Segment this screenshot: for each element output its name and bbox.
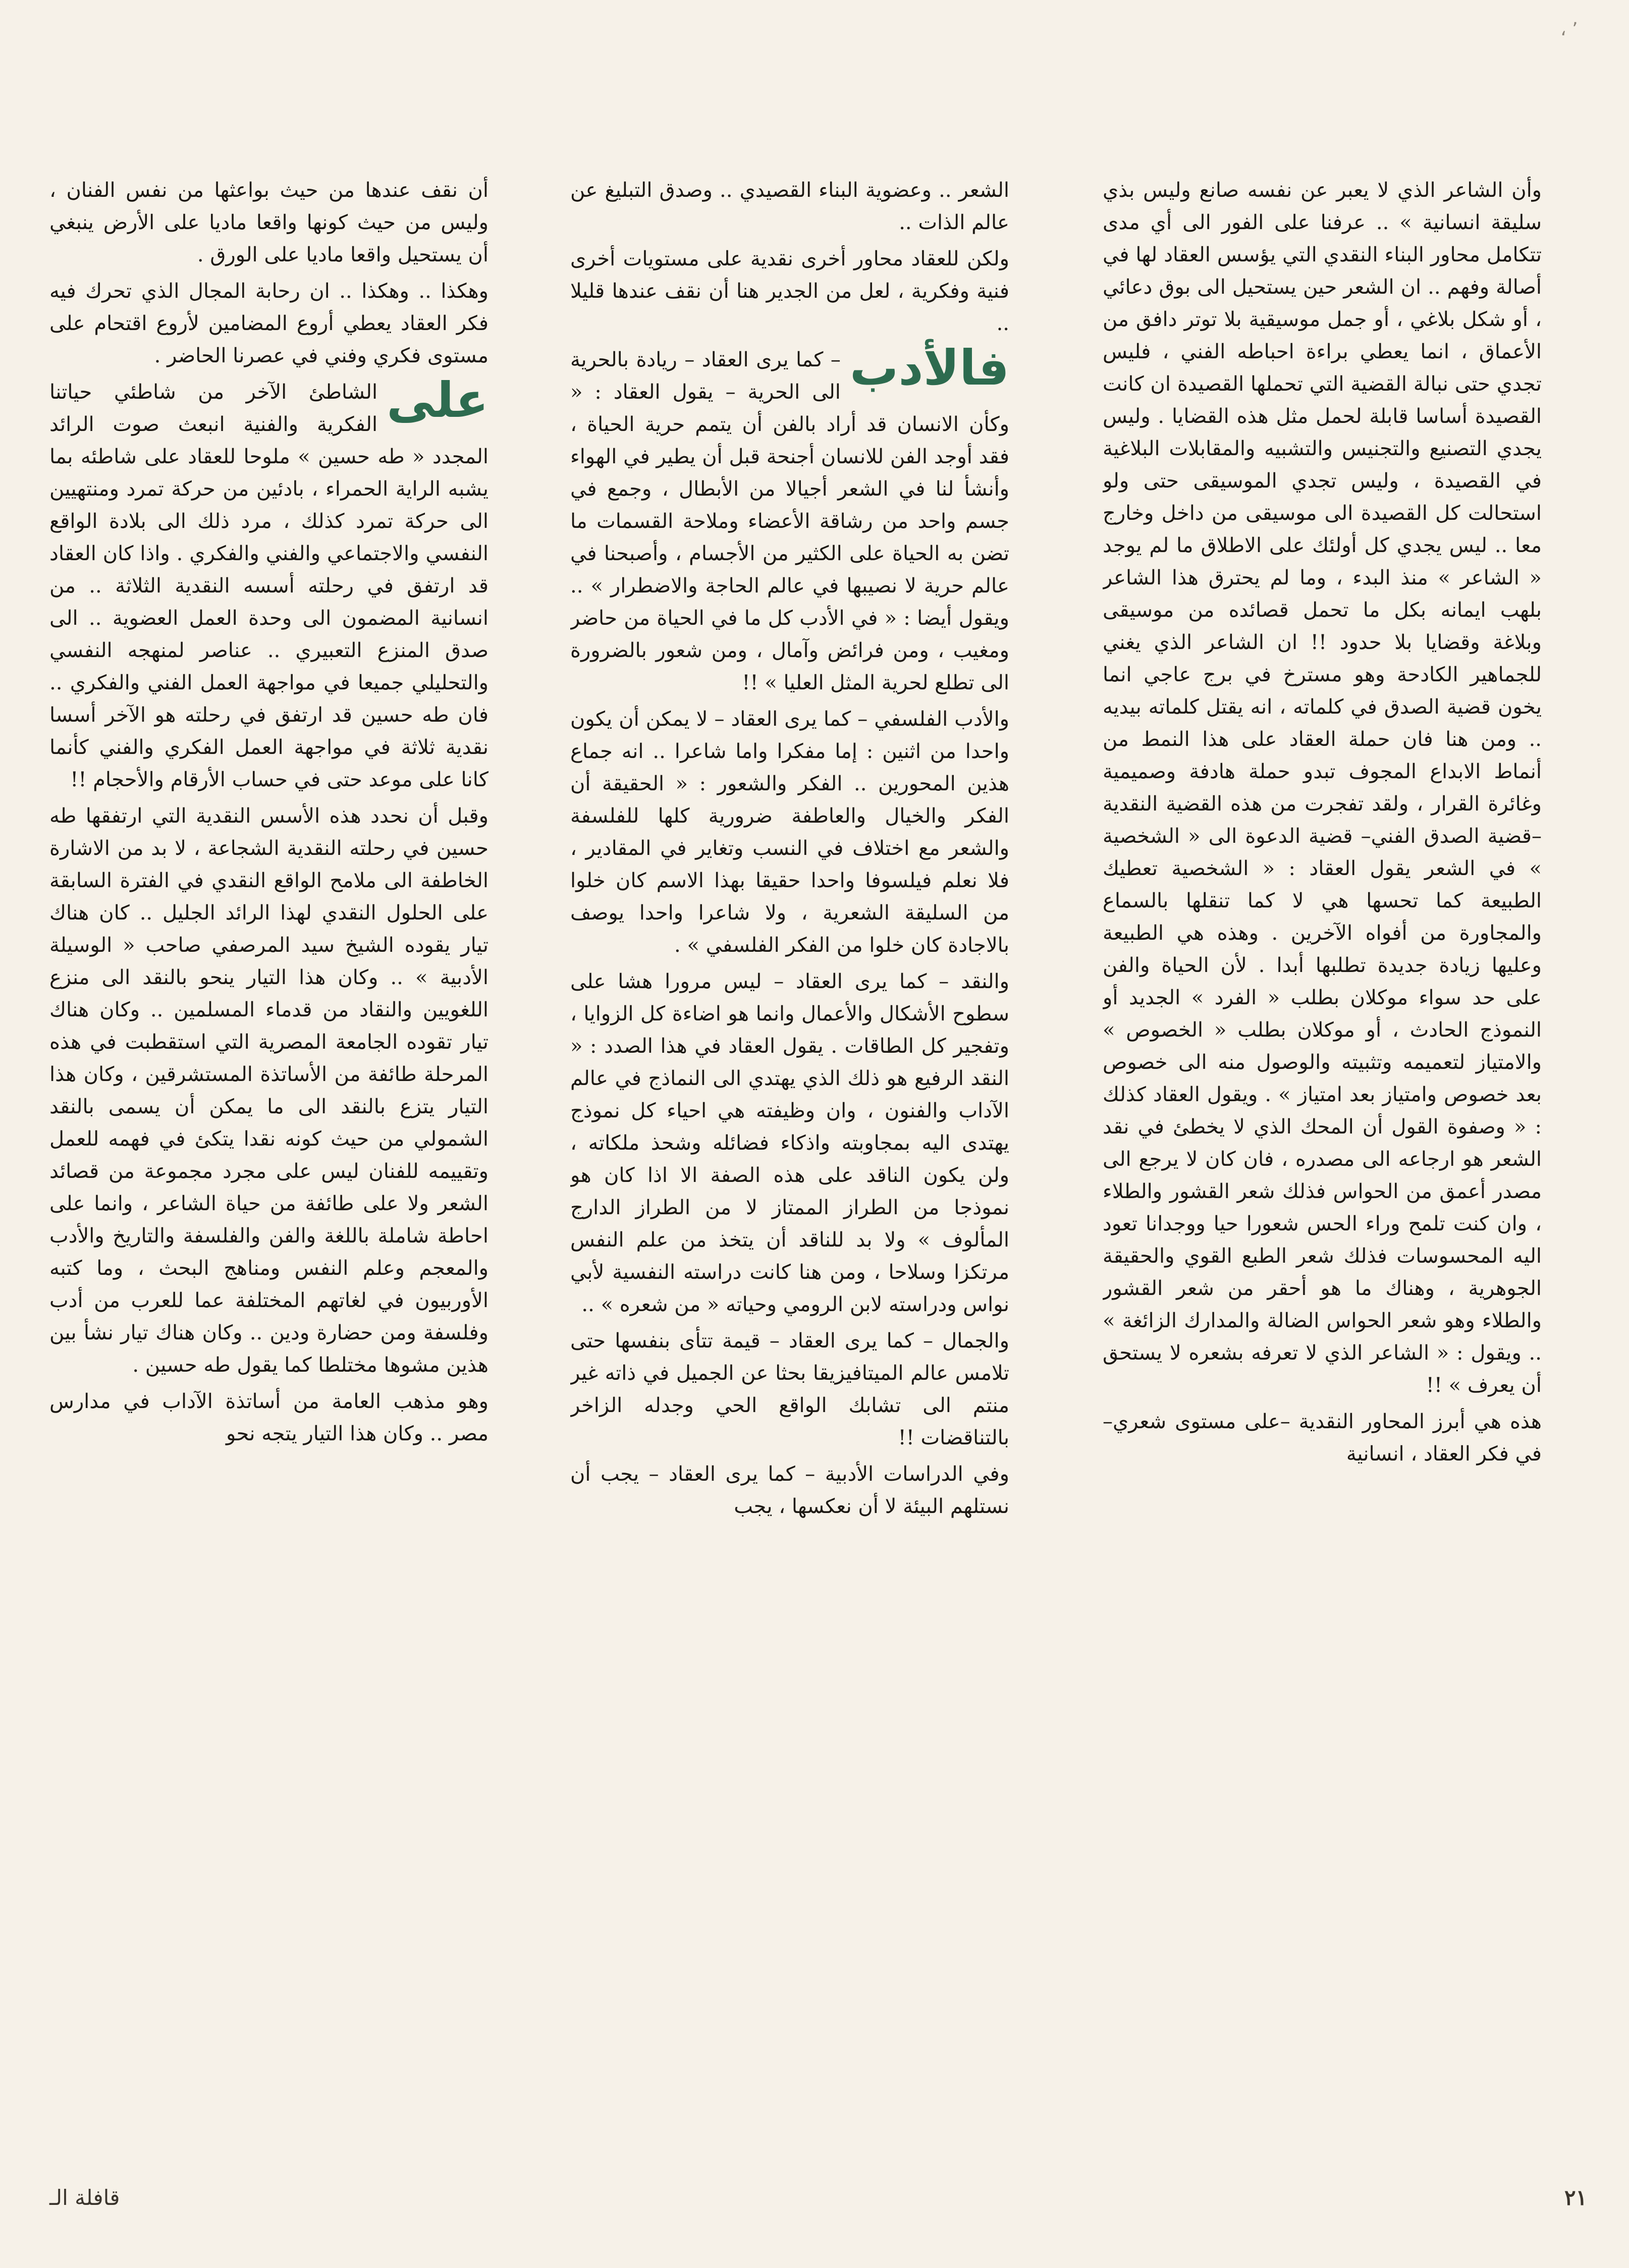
paragraph: أن نقف عندها من حيث بواعثها من نفس الفنان ، وليس من حيث كونها واقعا ماديا على الأرض ينبغي أن يستحيل واقعا ماديا على الورق .	[49, 179, 488, 266]
ornament-on-word: على	[387, 372, 488, 428]
paragraph: وهو مذهب العامة من أساتذة الآداب في مدارس مصر .. وكان هذا التيار يتجه نحو	[49, 1390, 488, 1445]
corner-mark: ٬ ،	[1560, 19, 1578, 40]
paragraph-text: الشاطئ الآخر من شاطئي حياتنا الفكرية والفنية انبعث صوت الرائد المجدد « طه حسين » ملوحا للعقاد على شاطئه بما يشبه الراية الحمراء ، بادئين من حركة تمرد ومنتهيين الى حركة تمرد كذلك ، مرد ذلك الى بلادة الواقع النفسي والاجتماعي والفني والفكري . واذا كان العقاد قد ارتفق في رحلته أسسه النقدية الثلاثة .. من انسانية المضمون الى وحدة العمل العضوية .. الى صدق المنزع التعبيري .. عناصر لمنهجه النفسي والتحليلي جميعا في مواجهة العمل الفني والفكري .. فان طه حسين قد ارتفق في رحلته هو الآخر أسسا نقدية ثلاثة في مواجهة العمل الفكري والفني كأنما كانا على موعد حتى في حساب الأرقام والأحجام !!	[49, 381, 488, 791]
paragraph-with-ornament	[49, 372, 488, 796]
page-number: ٢١	[1564, 2185, 1588, 2210]
paragraph: والنقد – كما يرى العقاد – ليس مرورا هشا على سطوح الأشكال والأعمال وانما هو اضاءة كل الزوايا ، وتفجير كل الطاقات . يقول العقاد في هذا الصدد : « النقد الرفيع هو ذلك الذي يهتدي الى النماذج في عالم الآداب والفنون ، وان وظيفته هي احياء كل نموذج يهتدى اليه بمجاوبته واذكاء فضائله وشحذ ملكاته ، ولن يكون الناقد على هذه الصفة الا اذا كان هو نموذجا من الطراز الممتاز لا من الطراز الدارج المألوف » ولا بد للناقد أن يتخذ من علم النفس مرتكزا وسلاحا ، ومن هنا كانت دراسته النفسية لأبي نواس ودراسته لابن الرومي وحياته « من شعره » ..	[570, 970, 1009, 1316]
paragraph: هذه هي أبرز المحاور النقدية –على مستوى شعري– في فكر العقاد ، انسانية	[1103, 1410, 1542, 1466]
paragraph: وفي الدراسات الأدبية – كما يرى العقاد – يجب أن نستلهم البيئة لا أن نعكسها ، يجب	[570, 1463, 1009, 1518]
paragraph-text: – كما يرى العقاد – ريادة بالحرية الى الحرية – يقول العقاد : « وكأن الانسان قد أراد بالفن أن يتمم حرية الحياة ، فقد أوجد الفن للانسان أجنحة قبل أن يطير في الهواء وأنشأ لنا في الشعر أجيالا من الأبطال ، وجمع في جسم واحد من رشاقة الأعضاء وملاحة القسمات ما تضن به الحياة على الكثير من الأجسام ، وأصبحنا في عالم حرية لا نصيبها في عالم الحاجة والاضطرار » .. ويقول أيضا : « في الأدب كل ما في الحياة من حاضر ومغيب ، ومن فرائض وآمال ، ومن شعور بالضرورة الى تطلع لحرية المثل العليا » !!	[570, 348, 1009, 694]
paragraph: وهكذا .. وهكذا .. ان رحابة المجال الذي تحرك فيه فكر العقاد يعطي أروع المضامين لأروع اقتحام على مستوى فكري وفني في عصرنا الحاضر .	[49, 280, 488, 367]
paragraph: والأدب الفلسفي – كما يرى العقاد – لا يمكن أن يكون واحدا من اثنين : إما مفكرا واما شاعرا .. انه جماع هذين المحورين .. الفكر والشعور : « الحقيقة أن الفكر والخيال والعاطفة ضرورية كلها للفلسفة والشعر مع اختلاف في النسب وتغاير في المقادير ، فلا نعلم فيلسوفا واحدا حقيقا بهذا الاسم كان خلوا من السليقة الشعرية ، ولا شاعرا واحدا يوصف بالاجادة كان خلوا من الفكر الفلسفي » .	[570, 708, 1009, 957]
paragraph: وأن الشاعر الذي لا يعبر عن نفسه صانع وليس بذي سليقة انسانية » .. عرفنا على الفور الى أي مدى تتكامل محاور البناء النقدي التي يؤسس العقاد لها في أصالة وفهم .. ان الشعر حين يستحيل الى بوق دعائي ، أو شكل بلاغي ، أو جمل موسيقية بلا توتر دافق من الأعماق ، انما يعطي براءة احباطه الفني ، فليس تجدي حتى نبالة القضية التي تحملها القصيدة ان كانت القصيدة أساسا قابلة لحمل مثل هذه القضايا . وليس يجدي التصنيع والتجنيس والتشبيه والمقابلات البلاغية في القصيدة ، وليس تجدي الموسيقى حتى ولو استحالت كل القصيدة الى موسيقى من داخل وخارج معا .. ليس يجدي كل أولئك على الاطلاق ما لم يوجد « الشاعر » منذ البدء ، وما لم يحترق هذا الشاعر بلهب ايمانه بكل ما تحمل قصائده من موسيقى وبلاغة وقضايا بلا حدود !! ان الشاعر الذي يغني للجماهير الكادحة وهو مسترخ في برج عاجي انما يخون قضية الصدق في كلماته ، انه يقتل كلماته بيديه .. ومن هنا فان حملة العقاد على هذا النمط من أنماط الابداع المجوف تبدو حملة هادفة وصميمية وغائرة القرار ، ولقد تفجرت من هذه القضية النقدية –قضية الصدق الفني– قضية الدعوة الى « الشخصية » في الشعر يقول العقاد : « الشخصية تعطيك الطبيعة كما تحسها هي لا كما تنقلها بالسماع والمجاورة من أفواه الآخرين . وهذه هي الطبيعة وعليها زيادة جديدة تطلبها أبدا . لأن الحياة والفن على حد سواء موكلان بطلب « الفرد » الجديد أو النموذج الحادث ، أو موكلان بطلب « الخصوص » والامتياز لتعميمه وتثبيته والوصول منه الى خصوص بعد خصوص وامتياز بعد امتياز » . ويقول العقاد كذلك : « وصفوة القول أن المحك الذي لا يخطئ في نقد الشعر هو ارجاعه الى مصدره ، فان كان لا يرجع الى مصدر أعمق من الحواس فذلك شعر القشور والطلاء ، وان كنت تلمح وراء الحس شعورا حيا ووجدانا تعود اليه المحسوسات فذلك شعر الطبع القوي والحقيقة الجوهرية ، وهناك ما هو أحقر من شعر القشور والطلاء وهو شعر الحواس الضالة والمدارك الزائغة » .. ويقول : « الشاعر الذي لا تعرفه بشعره لا يستحق أن يعرف » !!	[1103, 179, 1542, 1397]
paragraph-with-ornament	[570, 340, 1009, 699]
ornament-literature-word: فالأدب	[849, 340, 1009, 396]
paragraph: وقبل أن نحدد هذه الأسس النقدية التي ارتفقها طه حسين في رحلته النقدية الشجاعة ، لا بد من الاشارة الخاطفة الى ملامح الواقع النقدي في الفترة السابقة على الحلول النقدي لهذا الرائد الجليل .. كان هناك تيار يقوده الشيخ سيد المرصفي صاحب « الوسيلة الأدبية » .. وكان هذا التيار ينحو بالنقد الى منزع اللغويين والنقاد من قدماء المسلمين .. وكان هناك تيار تقوده الجامعة المصرية التي استقطبت في هذه المرحلة طائفة من الأساتذة المستشرقين ، وكان هذا التيار يتزع بالنقد الى ما يمكن أن يسمى بالنقد الشمولي من حيث كونه نقدا يتكئ في فهمه للعمل وتقييمه للفنان ليس على مجرد مجموعة من قصائد الشعر ولا على طائفة من حياة الشاعر ، وانما على احاطة شاملة باللغة والفن والفلسفة والتاريخ والأدب والمعجم وعلم النفس ومناهج البحث ، وما كتبه الأوربيون في لغاتهم المختلفة عما للعرب من أدب وفلسفة ومن حضارة ودين .. وكان هناك تيار نشأ بين هذين مشوها مختلطا كما يقول طه حسين .	[49, 804, 488, 1377]
column-left	[49, 174, 488, 2132]
running-title: قافلة الـ	[49, 2185, 120, 2210]
column-middle	[570, 174, 1009, 2132]
column-right	[1103, 174, 1542, 2132]
paragraph: والجمال – كما يرى العقاد – قيمة تتأى بنفسها حتى تلامس عالم الميتافيزيقا بحثا عن الجميل في ذاته غير منتم الى تشابك الواقع الحي وجدله الزاخر بالتناقضات !!	[570, 1329, 1009, 1449]
paragraph: الشعر .. وعضوية البناء القصيدي .. وصدق التبليغ عن عالم الذات ..	[570, 179, 1009, 234]
paragraph: ولكن للعقاد محاور أخرى نقدية على مستويات أخرى فنية وفكرية ، لعل من الجدير هنا أن نقف عندها قليلا ..	[570, 247, 1009, 335]
